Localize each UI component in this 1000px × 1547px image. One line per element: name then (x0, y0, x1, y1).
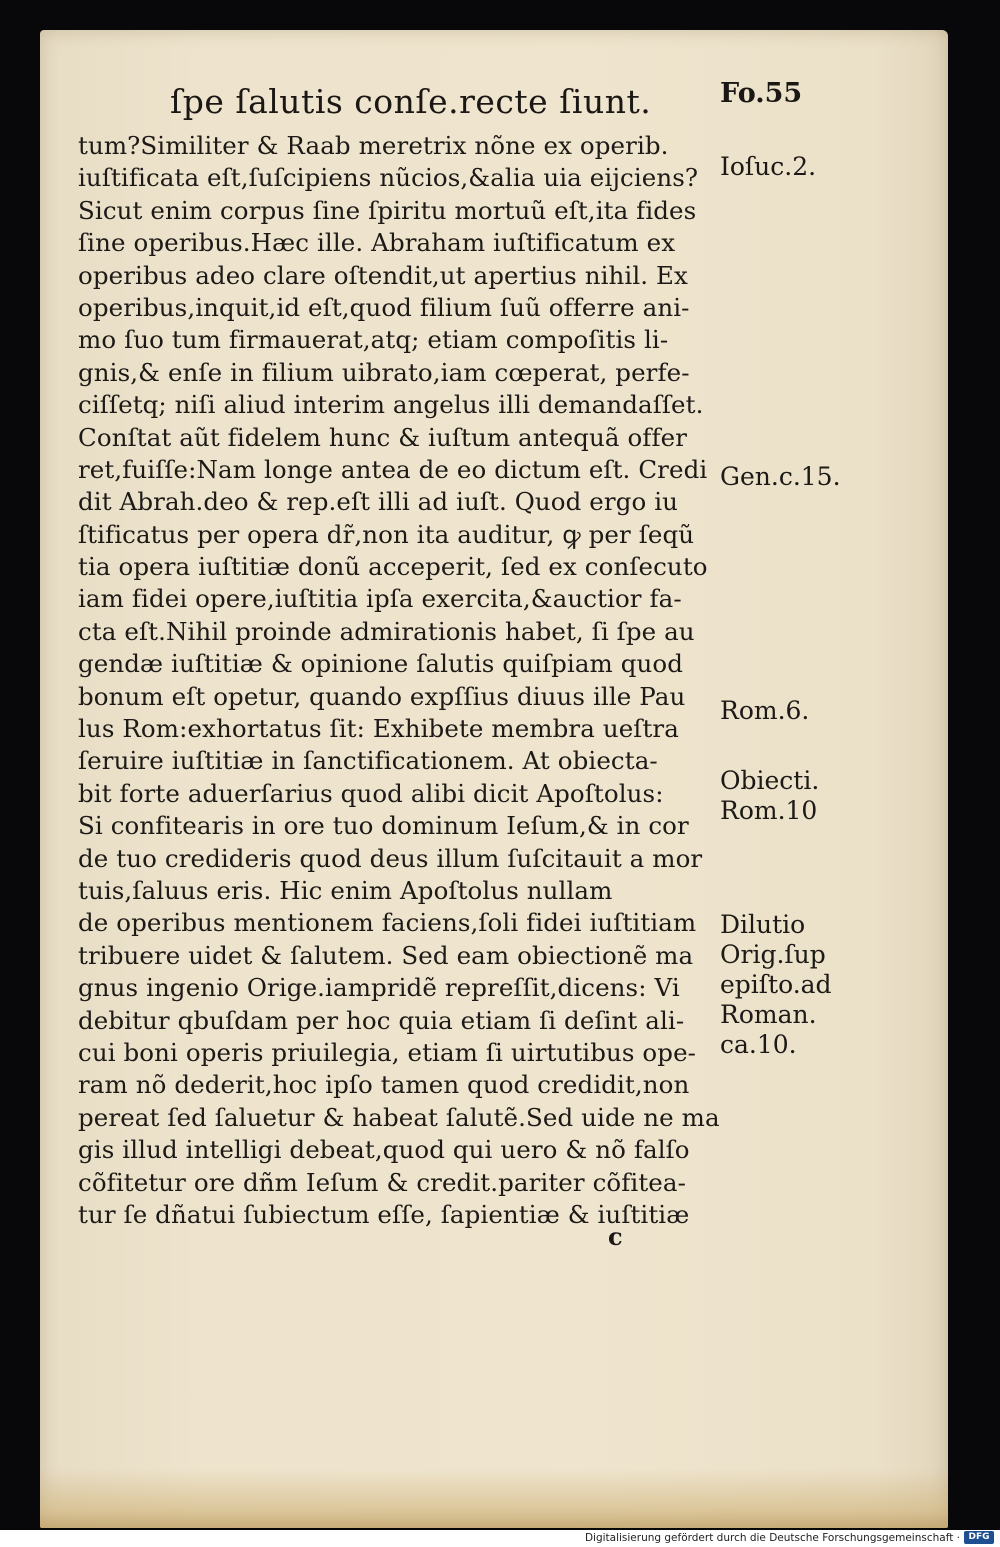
text-line: tia opera iuſtitiæ donũ acceperit, ſed ex conſecuto (78, 552, 708, 582)
marginal-note-line: Rom.10 (720, 796, 818, 825)
text-line: tur ſe dñatui ſubiectum eſſe, ſapientiæ & iuſtitiæ (78, 1199, 690, 1229)
text-line: mo ſuo tum firmauerat,atq; etiam compoſitis li- (78, 325, 669, 355)
text-line: bonum eſt opetur, quando expſſius diuus ille Pau (78, 681, 686, 711)
text-line: operibus,inquit,id eſt,quod filium ſuũ offerre ani- (78, 292, 690, 322)
text-line: iam fidei opere,iuſtitia ipſa exercita,&auctior fa- (78, 584, 682, 614)
text-line: tribuere uidet & ſalutem. Sed eam obiectionẽ ma (78, 940, 694, 970)
text-line: de operibus mentionem faciens,ſoli fidei iuſtitiam (78, 908, 697, 938)
text-line: ram nõ dederit,hoc ipſo tamen quod credidit,non (78, 1070, 690, 1100)
marginal-note-obiecti (720, 766, 819, 826)
text-line: cui boni operis priuilegia, etiam ſi uirtutibus ope- (78, 1037, 697, 1067)
marginal-note-line: Rom.6. (720, 696, 810, 725)
marginal-note-line: Obiecti. (720, 766, 820, 795)
text-line: tum?Similiter & Raab meretrix nõne ex operib. (78, 131, 669, 160)
text-line: ſine operibus.Hæc ille. Abraham iuſtificatum ex (78, 228, 676, 258)
text-line: ſeruire iuſtitiæ in ſanctificationem. At obiecta- (78, 746, 658, 776)
running-head: ſpe ſalutis conſe.recte ſiunt. (170, 82, 652, 121)
text-line: tuis,ſaluus eris. Hic enim Apoſtolus nullam (78, 875, 613, 905)
dfg-logo (964, 1531, 994, 1544)
marginal-note-gen (720, 462, 841, 492)
marginal-note-line: Dilutio (720, 910, 806, 939)
text-line: Conſtat aũt fidelem hunc & iuſtum antequã offer (78, 422, 688, 452)
text-line: gnis,& enſe in filium uibrato,iam cœperat, perfe- (78, 357, 690, 387)
signature-mark: c (608, 1222, 623, 1251)
marginal-note-line: Gen.c.15. (720, 462, 841, 491)
text-line: bit forte aduerſarius quod alibi dicit Apoſtolus: (78, 778, 664, 808)
marginal-note-line: epiſto.ad (720, 970, 832, 999)
text-line: ciſſetq; niſi aliud interim angelus illi demandaſſet. (78, 390, 704, 420)
funding-credit: Digitalisierung gefördert durch die Deutsche Forschungsgemeinschaft · (584, 1532, 960, 1544)
marginal-note-dilutio (720, 910, 832, 1060)
text-line: lus Rom:exhortatus ſit: Exhibete membra ueſtra (78, 714, 679, 744)
marginal-note-iosuc (720, 152, 816, 182)
text-line: pereat ſed ſaluetur & habeat ſalutẽ.Sed uide ne ma (78, 1102, 720, 1132)
marginal-note-line: Ioſuc.2. (720, 152, 817, 181)
marginal-note-rom-6 (720, 696, 809, 726)
text-line: ſtificatus per opera dr̃,non ita auditur, ꝙ per ſeqũ (78, 519, 695, 549)
text-line: gendæ iuſtitiæ & opinione ſalutis quiſpiam quod (78, 649, 684, 679)
dfg-logo-text: DFG (968, 1532, 990, 1542)
text-line: de tuo credideris quod deus illum ſuſcitauit a mor (78, 843, 703, 873)
text-line: gis illud intelligi debeat,quod qui uero & nõ falſo (78, 1135, 690, 1165)
text-line: operibus adeo clare oſtendit,ut apertius nihil. Ex (78, 260, 688, 290)
body-text (78, 130, 718, 1231)
text-line: gnus ingenio Orige.iampridẽ repreſſit,dicens: Vi (78, 973, 680, 1003)
marginal-note-line: Orig.ſup (720, 940, 826, 969)
text-line: cta eſt.Nihil proinde admirationis habet, ſi ſpe au (78, 616, 695, 646)
folio-number: Fo.55 (720, 78, 803, 109)
text-line: iuſtificata eſt,ſuſcipiens nũcios,&alia uia eijciens? (78, 163, 699, 193)
page-stain (40, 1468, 948, 1528)
text-line: ret,fuiſſe:Nam longe antea de eo dictum eſt. Credi (78, 454, 708, 484)
text-line: dit Abrah.deo & rep.eſt illi ad iuſt. Quod ergo iu (78, 487, 679, 517)
text-line: cõfitetur ore dñm Ieſum & credit.pariter cõfitea- (78, 1167, 686, 1197)
marginal-note-line: Roman. (720, 1000, 817, 1029)
text-line: Sicut enim corpus ſine ſpiritu mortuũ eſt,ita fides (78, 195, 697, 225)
marginal-note-line: ca.10. (720, 1030, 797, 1059)
text-line: debitur qbuſdam per hoc quia etiam ſi deſint ali- (78, 1005, 685, 1035)
text-line: Si confitearis in ore tuo dominum Ieſum,& in cor (78, 811, 689, 841)
